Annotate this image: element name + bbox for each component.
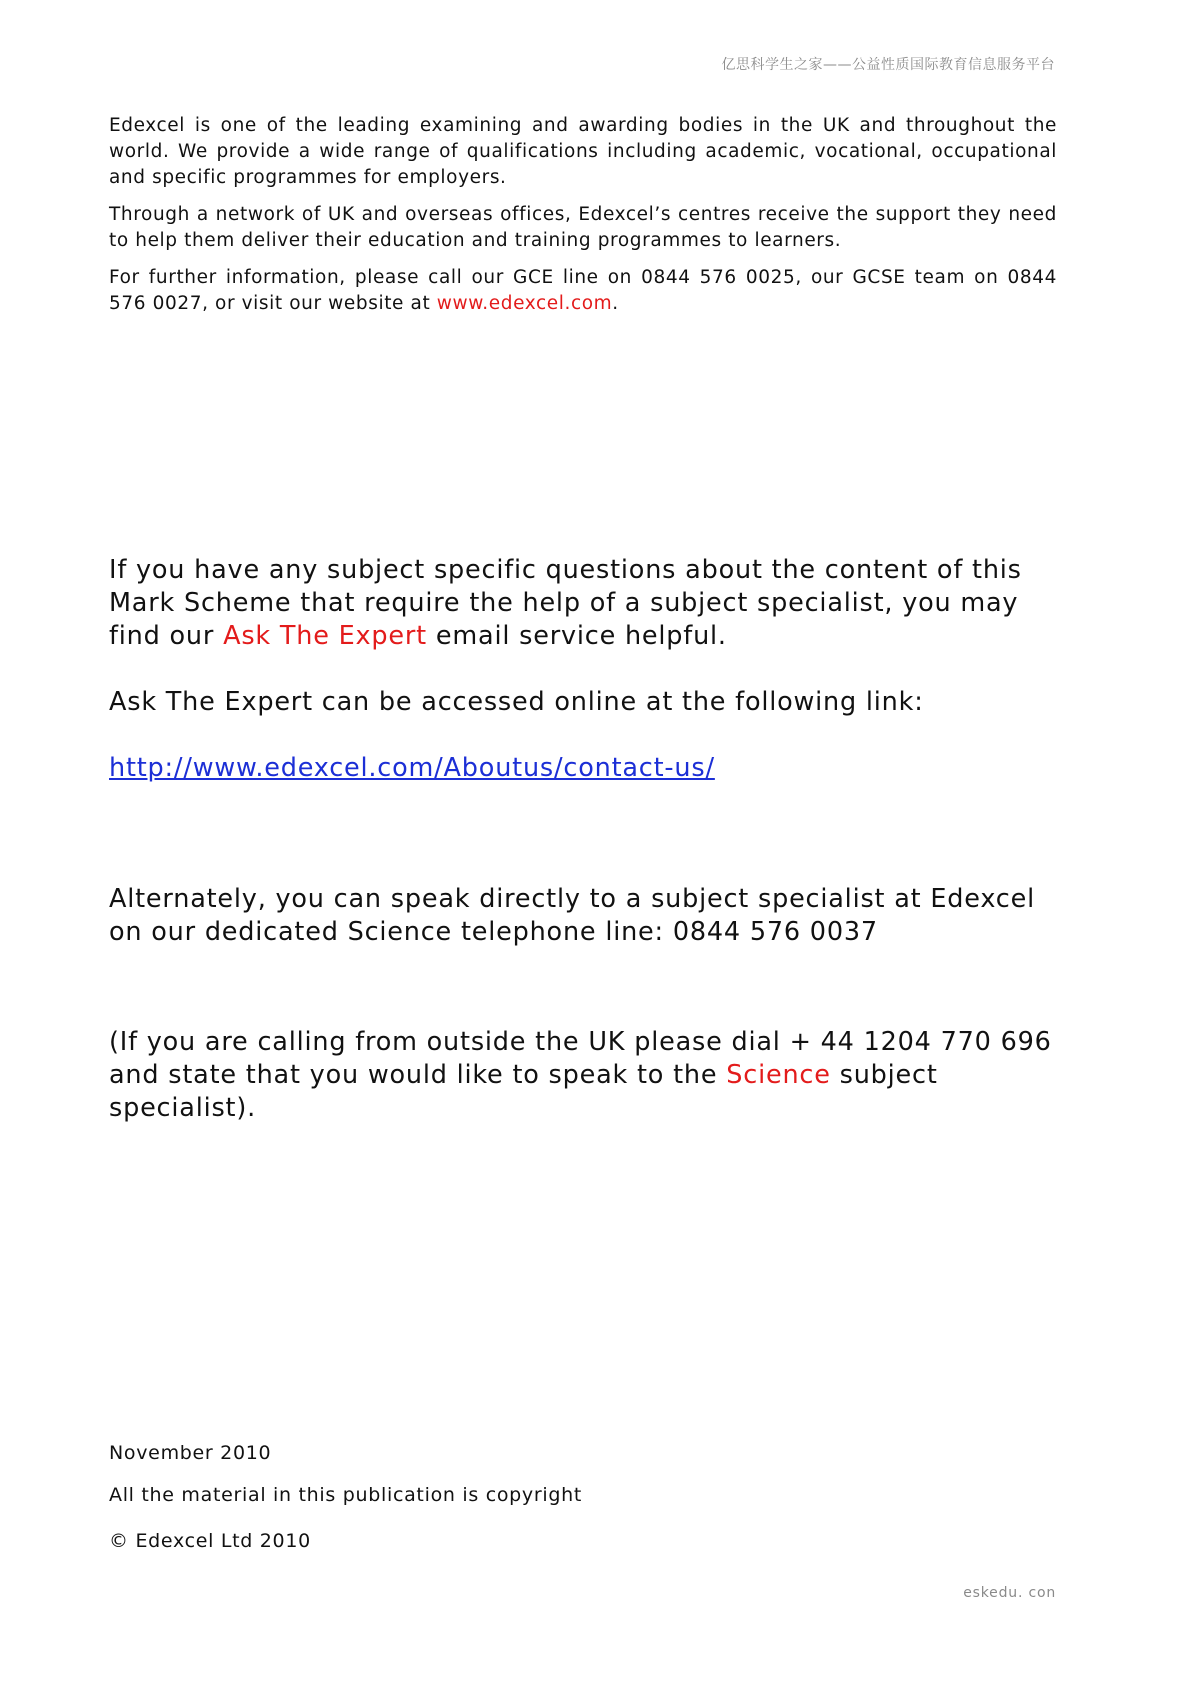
science-highlight: Science [726,1060,831,1090]
contact-text: For further information, please call our GCE line on 0844 576 0025, our GCSE team on 0844 576 0027, or visit our website at [109,267,1057,314]
site-watermark: eskedu. con [963,1585,1056,1601]
intro-paragraph-3 [109,265,1057,317]
website-link[interactable]: www.edexcel.com [436,293,613,314]
international-text: (If you are calling from outside the UK please dial + 44 1204 770 696 and state that you would like to speak to the [109,1027,1052,1090]
expert-access-text: Ask The Expert can be accessed online at the following link: [109,687,924,717]
expert-link-line [109,752,1069,785]
copyright-owner: © Edexcel Ltd 2010 [109,1530,311,1552]
header-note: 亿思科学生之家——公益性质国际教育信息服务平台 [721,57,1055,73]
expert-text-end: email service helpful. [426,621,727,651]
international-text-end: subject specialist). [109,1060,938,1123]
international-paragraph [109,1026,1069,1125]
ask-the-expert-highlight: Ask The Expert [223,621,427,651]
intro-paragraph-1: Edexcel is one of the leading examining and awarding bodies in the UK and throughout the world. We provide a wide range of qualifications including academic, vocational, occupational and specific programmes for employers. [109,115,1057,188]
expert-paragraph [109,554,1069,653]
publication-date: November 2010 [109,1442,272,1464]
copyright-line: All the material in this publication is copyright [109,1484,583,1506]
expert-text: If you have any subject specific questions about the content of this Mark Scheme that require the help of a subject specialist, you may find our [109,555,1022,651]
alternate-paragraph: Alternately, you can speak directly to a subject specialist at Edexcel on our dedicated Science telephone line: 0844 576 0037 [109,884,1035,947]
contact-us-link[interactable]: http://www.edexcel.com/Aboutus/contact-us/ [109,753,715,783]
contact-text-end: . [612,293,619,314]
intro-paragraph-2: Through a network of UK and overseas offices, Edexcel’s centres receive the support they need to help them deliver their education and training programmes to learners. [109,204,1057,251]
